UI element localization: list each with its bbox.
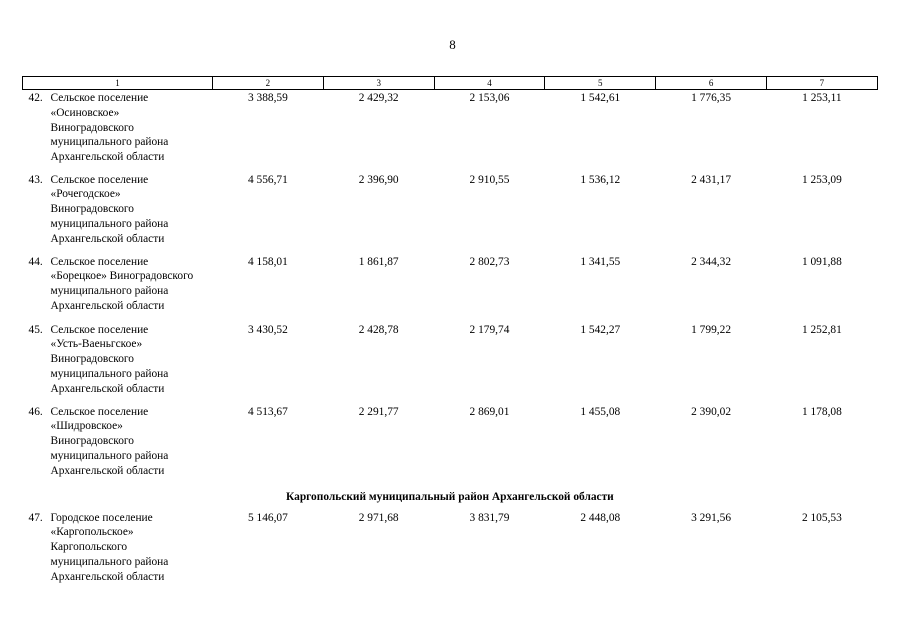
row-number: 46.	[28, 405, 43, 418]
table-row	[23, 322, 878, 404]
value-cell: 2 971,68	[358, 511, 399, 524]
value-cell: 2 291,77	[358, 405, 399, 418]
value-cell: 1 776,35	[691, 92, 732, 104]
value-cell: 2 869,01	[469, 405, 510, 418]
value-cell: 1 542,61	[580, 92, 621, 104]
value-cell: 1 799,22	[691, 323, 732, 336]
column-header: 6	[656, 77, 767, 90]
row-number: 43.	[28, 173, 43, 186]
section-heading: Каргопольский муниципальный район Архангельской области	[286, 491, 614, 504]
value-cell: 2 910,55	[469, 173, 510, 186]
value-cell: 2 390,02	[691, 405, 732, 418]
data-table	[22, 76, 878, 592]
table-row	[23, 404, 878, 486]
value-cell: 1 252,81	[801, 323, 842, 336]
value-cell: 1 341,55	[580, 255, 621, 268]
table-row	[23, 254, 878, 322]
value-cell: 3 430,52	[247, 323, 288, 336]
table-row	[23, 90, 878, 172]
table-row	[23, 510, 878, 592]
value-cell: 4 556,71	[247, 173, 288, 186]
section-heading-row	[23, 486, 878, 510]
settlement-cell	[23, 322, 213, 404]
value-cell: 2 396,90	[358, 173, 399, 186]
value-cell: 1 536,12	[580, 173, 621, 186]
settlement-name: Сельское поселение «Осиновское» Виноградовского муниципального района Архангельской области	[50, 92, 169, 164]
column-header: 4	[434, 77, 545, 90]
settlement-name: Сельское поселение «Шидровское» Виноградовского муниципального района Архангельской области	[50, 405, 169, 477]
value-cell: 1 542,27	[580, 323, 621, 336]
settlement-cell	[23, 404, 213, 486]
value-cell: 1 253,11	[802, 92, 842, 104]
page-number: 8	[449, 37, 456, 52]
column-header: 7	[766, 77, 877, 90]
value-cell: 3 831,79	[469, 511, 510, 524]
value-cell: 1 455,08	[580, 405, 621, 418]
column-header: 1	[23, 77, 213, 90]
column-header: 2	[213, 77, 324, 90]
value-cell: 5 146,07	[247, 511, 288, 524]
row-number: 47.	[28, 511, 43, 524]
value-cell: 2 105,53	[801, 511, 842, 524]
value-cell: 2 428,78	[358, 323, 399, 336]
settlement-name: Сельское поселение «Усть-Ваеньгское» Виноградовского муниципального района Архангельской области	[50, 323, 169, 395]
value-cell: 1 091,88	[801, 255, 842, 268]
settlement-name: Городское поселение «Каргопольское» Каргопольского муниципального района Архангельской области	[50, 511, 169, 583]
value-cell: 2 431,17	[691, 173, 732, 186]
value-cell: 4 158,01	[247, 255, 288, 268]
column-header: 5	[545, 77, 656, 90]
value-cell: 4 513,67	[247, 405, 288, 418]
value-cell: 2 153,06	[469, 92, 510, 104]
row-number: 42.	[28, 92, 43, 104]
settlement-cell	[23, 510, 213, 592]
value-cell: 2 802,73	[469, 255, 510, 268]
value-cell: 2 448,08	[580, 511, 621, 524]
settlement-name: Сельское поселение «Борецкое» Виноградовского муниципального района Архангельской области	[50, 255, 194, 312]
settlement-cell	[23, 90, 213, 172]
settlement-cell	[23, 254, 213, 322]
value-cell: 1 253,09	[801, 173, 842, 186]
value-cell: 2 344,32	[691, 255, 732, 268]
settlement-name: Сельское поселение «Рочегодское» Виноградовского муниципального района Архангельской области	[50, 173, 169, 245]
column-header: 3	[323, 77, 434, 90]
settlement-cell	[23, 172, 213, 254]
table-row	[23, 172, 878, 254]
value-cell: 1 178,08	[801, 405, 842, 418]
table-header-row	[23, 77, 878, 90]
row-number: 44.	[28, 255, 43, 268]
value-cell: 3 291,56	[691, 511, 732, 524]
row-number: 45.	[28, 323, 43, 336]
value-cell: 2 179,74	[469, 323, 510, 336]
value-cell: 2 429,32	[358, 92, 399, 104]
value-cell: 1 861,87	[358, 255, 399, 268]
value-cell: 3 388,59	[247, 92, 288, 104]
